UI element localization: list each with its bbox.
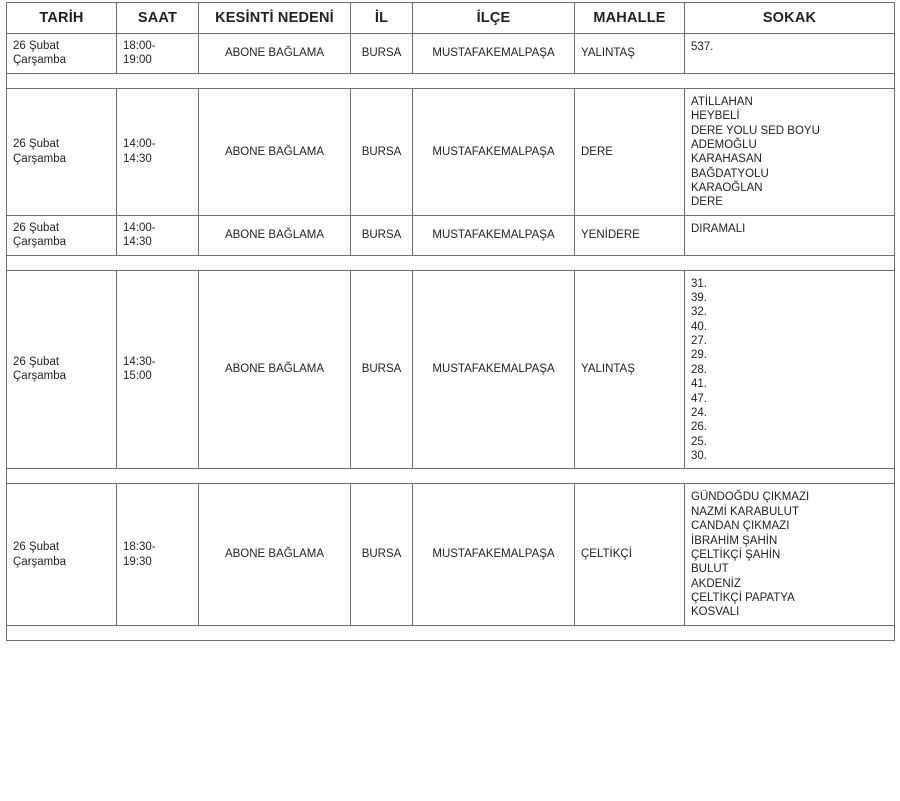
street-name: 29.: [691, 349, 707, 362]
cell-neighborhood: YALINTAŞ: [575, 270, 685, 469]
cell-district: MUSTAFAKEMALPAŞA: [413, 88, 575, 215]
cell-reason: ABONE BAĞLAMA: [199, 34, 351, 74]
table-spacer-cell: [7, 73, 895, 88]
cell-streets: [685, 215, 895, 255]
street-name: ATİLLAHAN: [691, 95, 753, 108]
street-name: ÇELTİKÇİ ŞAHİN: [691, 548, 781, 561]
street-name: 41.: [691, 378, 707, 391]
street-name: İBRAHİM ŞAHİN: [691, 534, 778, 547]
table-spacer-row: [7, 625, 895, 640]
cell-city: BURSA: [351, 215, 413, 255]
cell-time: 18:30- 19:30: [117, 484, 199, 625]
column-header-mahalle: MAHALLE: [575, 3, 685, 34]
column-header-sokak: SOKAK: [685, 3, 895, 34]
cell-streets: [685, 88, 895, 215]
column-header-neden: KESİNTİ NEDENİ: [199, 3, 351, 34]
cell-reason: ABONE BAĞLAMA: [199, 215, 351, 255]
cell-reason: ABONE BAĞLAMA: [199, 484, 351, 625]
cell-neighborhood: DERE: [575, 88, 685, 215]
street-name: 32.: [691, 306, 707, 319]
cell-date: 26 Şubat Çarşamba: [7, 215, 117, 255]
street-name: GÜNDOĞDU ÇIKMAZI: [691, 491, 810, 504]
cell-time: 14:30- 15:00: [117, 270, 199, 469]
street-name: ADEMOĞLU: [691, 138, 757, 151]
cell-neighborhood: ÇELTİKÇİ: [575, 484, 685, 625]
cell-district: MUSTAFAKEMALPAŞA: [413, 270, 575, 469]
cell-date: 26 Şubat Çarşamba: [7, 88, 117, 215]
street-name: BULUT: [691, 563, 729, 576]
column-header-tarih: TARİH: [7, 3, 117, 34]
street-name: KARAOĞLAN: [691, 182, 763, 194]
cell-neighborhood: YENİDERE: [575, 215, 685, 255]
cell-streets: [685, 270, 895, 469]
cell-district: MUSTAFAKEMALPAŞA: [413, 484, 575, 625]
cell-reason: ABONE BAĞLAMA: [199, 88, 351, 215]
table-spacer-row: [7, 469, 895, 484]
table-spacer-cell: [7, 255, 895, 270]
cell-neighborhood: YALINTAŞ: [575, 34, 685, 74]
street-name: 30.: [691, 450, 707, 462]
table-header: [7, 3, 895, 34]
street-name: ÇELTİKÇİ PAPATYA: [691, 592, 795, 604]
table-row: [7, 34, 895, 74]
column-header-ilce: İLÇE: [413, 3, 575, 34]
table-row: [7, 88, 895, 215]
table-row: [7, 215, 895, 255]
street-name: DERE: [691, 196, 723, 209]
cell-city: BURSA: [351, 484, 413, 625]
street-name: KOSVALI: [691, 606, 740, 619]
cell-date: 26 Şubat Çarşamba: [7, 34, 117, 74]
street-name: NAZMİ KARABULUT: [691, 505, 799, 518]
cell-time: 18:00- 19:00: [117, 34, 199, 74]
table-spacer-row: [7, 255, 895, 270]
cell-date: 26 Şubat Çarşamba: [7, 484, 117, 625]
street-name: HEYBELİ: [691, 110, 740, 123]
street-name: 26.: [691, 421, 707, 434]
street-name: 39.: [691, 291, 707, 304]
table-header-row: [7, 3, 895, 34]
street-name: 47.: [691, 392, 707, 405]
cell-city: BURSA: [351, 270, 413, 469]
street-name: BAĞDATYOLU: [691, 167, 769, 180]
street-name: DERE YOLU SED BOYU: [691, 124, 820, 137]
table-spacer-cell: [7, 625, 895, 640]
street-name: DIRAMALI: [691, 222, 746, 235]
cell-district: MUSTAFAKEMALPAŞA: [413, 215, 575, 255]
power-outage-table: [6, 2, 895, 641]
street-name: 28.: [691, 363, 707, 376]
cell-time: 14:00- 14:30: [117, 88, 199, 215]
street-name: 27.: [691, 335, 707, 347]
table-row: [7, 484, 895, 625]
cell-city: BURSA: [351, 34, 413, 74]
table-body: [7, 34, 895, 641]
cell-district: MUSTAFAKEMALPAŞA: [413, 34, 575, 74]
street-name: CANDAN ÇIKMAZI: [691, 520, 790, 533]
street-name: KARAHASAN: [691, 153, 762, 166]
cell-city: BURSA: [351, 88, 413, 215]
cell-time: 14:00- 14:30: [117, 215, 199, 255]
street-name: AKDENİZ: [691, 577, 741, 590]
table-row: [7, 270, 895, 469]
street-name: 40.: [691, 320, 707, 333]
table-spacer-row: [7, 73, 895, 88]
cell-streets: [685, 34, 895, 74]
cell-streets: [685, 484, 895, 625]
column-header-saat: SAAT: [117, 3, 199, 34]
street-name: 24.: [691, 406, 707, 419]
table-spacer-cell: [7, 469, 895, 484]
street-name: 25.: [691, 435, 707, 448]
street-name: 537.: [691, 41, 714, 53]
column-header-il: İL: [351, 3, 413, 34]
cell-date: 26 Şubat Çarşamba: [7, 270, 117, 469]
cell-reason: ABONE BAĞLAMA: [199, 270, 351, 469]
street-name: 31.: [691, 277, 707, 290]
